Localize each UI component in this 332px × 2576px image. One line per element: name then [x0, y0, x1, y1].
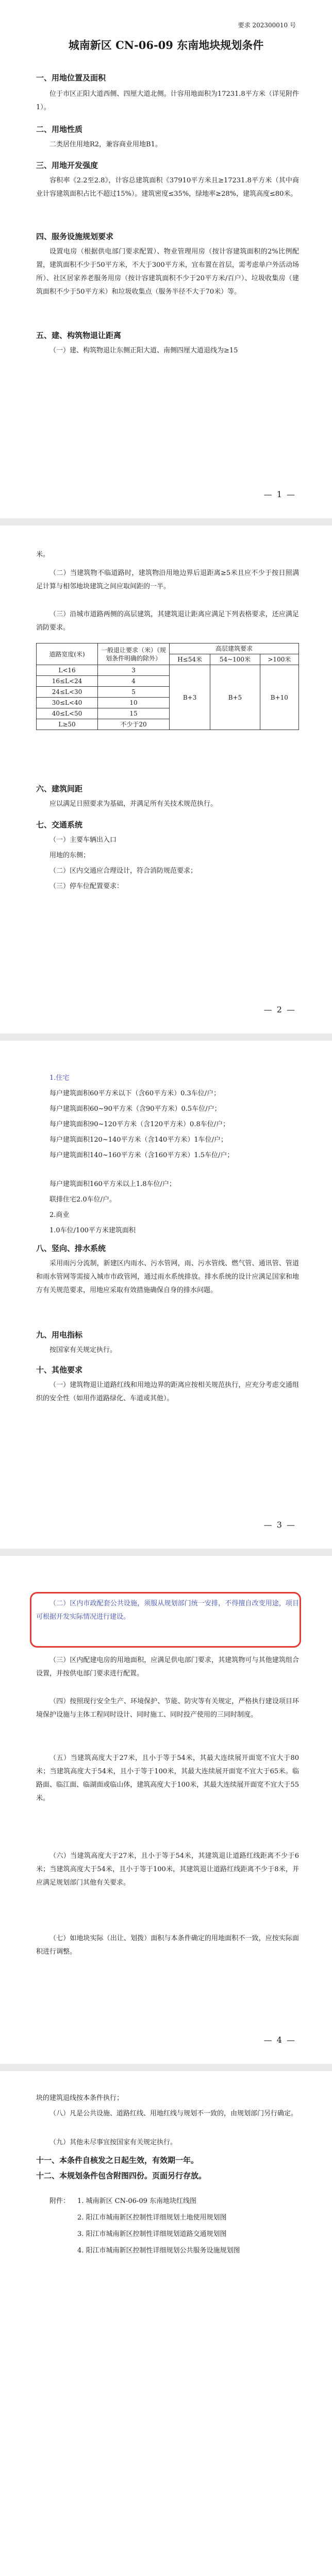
section-5-text: （一）建、构筑物退让东侧正阳大道、南侧四厘大道退线为≥15 [49, 347, 238, 354]
merged-h3: B+10 [260, 665, 298, 730]
appendix-item: 2. 阳江市城南新区控制性详细规划土地使用规划图 [77, 2214, 227, 2222]
parking-item: 每户建筑面积120~140平方米（含140平方米）1车位/户； [49, 1136, 227, 1144]
parking-item: 2.商业 [49, 1211, 70, 1219]
table-row: 30≤L<40 10 [37, 698, 299, 708]
parking-item: 每户建筑面积160平方米以上1.8车位/户； [49, 1180, 176, 1188]
page-gap [0, 2064, 332, 2071]
section-4-text: 设置电房（根据供电部门要求配置）、物业管理用房（按计容建筑面积的2%比例配置，建筑面积不少于50平方米，不大于300平方米，宜布置在首层，需考虑单户外活动场所）、社区居家养老服务用房（按计容建筑面积不少于20平方米/百户）、垃圾收集房（建筑面积不少于50平方米）和垃圾收集点（服务半径不大于70米）等。 [36, 248, 299, 296]
parking-item: 每户建筑面积90~120平方米（含120平方米）0.8车位/户； [49, 1121, 230, 1128]
page-gap [0, 1549, 332, 1556]
section-1-text: 位于市区正阳大道西侧、四厘大道北侧。计容用地面积为17231.8平方米（详见附件1）。 [36, 90, 299, 111]
parking-item: 每户建筑面积140~160平方米（含160平方米）1.5车位/户； [49, 1151, 234, 1159]
section-3-heading: 三、用地开发强度 [36, 161, 98, 170]
document-page-4 [0, 1556, 332, 2064]
document-title: 城南新区 CN-06-09 东南地块规划条件 [68, 39, 264, 52]
requirement-item: （三）区内配建电房的用地面积，应满足供电部门要求，其建筑物可与其他建筑组合设置，并按供电部门要求进行配置。 [36, 1656, 299, 1677]
section-2-heading: 二、用地性质 [36, 125, 83, 134]
section-7-item: （二）区内交通应合理设计，符合消防规范要求； [49, 867, 197, 875]
section-7-item: （三）停车位配置要求： [49, 883, 124, 890]
section-4-heading: 四、服务设施规划要求 [36, 232, 114, 241]
section-2-text: 二类居住用地R2，兼容商业用地B1。 [49, 141, 162, 148]
paragraph-setback-road: （三）沿城市道路两侧的高层建筑，其建筑退让距离应满足下列表格要求，还应满足消防要求。 [36, 611, 299, 632]
section-8-text: 采用雨污分流制，新建区内雨水、污水管网，雨、污水管线、燃气管、通讯管、管道和雨水管网等需接入城市市政管网，通过雨水系统排放。排水系统的设计应满足国家和地方有关规范要求，用地应采取有效措施确保自身的排水问题。 [36, 1260, 299, 1294]
document-page-2 [0, 526, 332, 1033]
merged-h2: B+5 [210, 665, 260, 730]
section-10-text: （一）建筑物退让道路红线和用地边界的距离应按相关规范执行，应充分考虑交通组织的安全性（如用作道路绿化、车道或其他）。 [36, 1381, 299, 1402]
parking-item: 1.住宅 [49, 1074, 70, 1082]
appendix-item: 1. 城南新区 CN-06-09 东南地块红线图 [77, 2197, 196, 2205]
section-9-heading: 九、用电指标 [36, 1330, 83, 1340]
page-number: — 2 — [263, 1005, 296, 1014]
document-number: 要求 202300010 号 [238, 22, 296, 29]
section-10-heading: 十、其他要求 [36, 1365, 83, 1375]
section-6-heading: 六、建筑间距 [36, 784, 83, 793]
appendix-label: 附件： [49, 2197, 70, 2205]
setback-table [36, 643, 299, 730]
table-row: L<16 3 B+3 B+5 B+10 [37, 665, 299, 676]
section-7-heading: 七、交通系统 [36, 820, 83, 829]
requirement-item: （七）如地块实际（出让、划拨）面积与本条件确定的用地面积不一致，应按实际面积进行调整。 [36, 1935, 299, 1956]
requirement-item: （五）当建筑高度大于27米，且小于等于54米，其最大连续展开面宽不宜大于80米；当建筑高度大于54米，且小于等于100米，其最大连续展开面宽不宜大于65米。临路面、临江面、临湖面或临山体，建筑高度大于100米，其最大连续展开面宽不宜大于55米。 [36, 1754, 299, 1802]
page-gap [0, 1033, 332, 1041]
section-12-heading: 十二、本规划条件包含附图四份。页面另行存放。 [36, 2171, 207, 2180]
section-7-item: 用地的东侧； [49, 852, 90, 859]
page-number: — 1 — [263, 489, 296, 499]
requirement-item: （九）其他未尽事宜按国家有关规定执行。 [49, 2139, 177, 2146]
header-h-54-100: 54~100米 [210, 654, 260, 665]
requirement-item: （八）凡是公共设施、道路红线、用地红线与规划不一致的，由规划部门另行确定。 [49, 2110, 298, 2117]
document-page-5 [0, 2071, 332, 2576]
header-h-100: >100米 [260, 654, 298, 665]
requirement-item: （六）当建筑高度大于27米，且小于等于54米，其建筑退让道路红线距离不少于6米；当建筑高度大于54米，且小于等于100米，其建筑退让道路红线距离不少于8米，并应满足规划部门其他有关要求。 [36, 1852, 299, 1887]
continued-text: 米。 [36, 551, 50, 558]
section-8-heading: 八、竖向、排水系统 [36, 1244, 106, 1253]
section-11-heading: 十一、本条件自核发之日起生效，有效期一年。 [36, 2156, 199, 2165]
section-6-text: 应以满足日照要求为基础，并满足所有关技术规范执行。 [49, 800, 218, 808]
section-9-text: 按国家有关规定执行。 [49, 1346, 117, 1354]
document-page-3 [0, 1041, 332, 1549]
appendix-item: 4. 阳江市城南新区控制性详细规划公共服务设施规划图 [77, 2247, 240, 2255]
section-5-heading: 五、建、构筑物退让距离 [36, 331, 122, 340]
section-3-text: 容积率《2.2至2.8》，计容总建筑面积《37910平方米且≥17231.8平方米（其中商业计容建筑面积占比不超过15%）。建筑密度≤35%，绿地率≥28%，建筑高度≤80米。 [36, 177, 299, 198]
document-page-1 [0, 0, 332, 518]
section-7-item: （一）主要车辆出入口 [49, 836, 117, 844]
section-1-heading: 一、用地位置及面积 [36, 73, 106, 82]
parking-item: 每户建筑面积60~90平方米（含90平方米）0.5车位/户； [49, 1105, 221, 1113]
page-number: — 4 — [263, 2035, 296, 2045]
table-row: L≥50 不少于20 [37, 719, 299, 730]
highlighted-paragraph: （二）区内市政配套公共设施，须服从规划部门统一安排，不得擅自改变用途，项目可根据开发实际情况进行建设。 [36, 1600, 299, 1621]
header-road-width: 道路宽度(米) [37, 643, 98, 665]
page-number: — 3 — [263, 1520, 296, 1530]
header-high-rise: 高层建筑要求 [170, 643, 299, 654]
paragraph-setback-boundary: （二）当建筑物不临道路时，建筑物沿用地边界后退距离≥5米且应不少于按日照满足计算与相邻地块建筑之间应取间距的一半。 [36, 569, 299, 590]
page-gap [0, 518, 332, 526]
parking-item: 联排住宅2.0车位/户。 [49, 1196, 117, 1204]
appendix-item: 3. 阳江市城南新区控制性详细规划道路交通规划图 [77, 2230, 227, 2238]
header-general-setback: 一般退让要求（米）（规划条件明确的除外） [98, 643, 170, 665]
merged-h1: B+3 [170, 665, 210, 730]
header-h-54: H≤54米 [170, 654, 210, 665]
parking-item: 每户建筑面积60平方米以下（含60平方米）0.3车位/户； [49, 1090, 221, 1097]
requirement-item: （四）按照现行安全生产、环境保护、节能、防灾等有关规定，严格执行建设项目环境保护设施与主体工程同时设计、同时施工、同时投产使用的三同时制度。 [36, 1698, 299, 1719]
table-row: 16≤L<24 4 [37, 676, 299, 687]
table-row: 40≤L<50 15 [37, 708, 299, 719]
parking-item: 1.0车位/100平方米建筑面积 [49, 1227, 136, 1234]
continued-item: 块的建筑退线按本条件执行； [36, 2094, 124, 2102]
table-row: 24≤L<30 5 [37, 687, 299, 698]
